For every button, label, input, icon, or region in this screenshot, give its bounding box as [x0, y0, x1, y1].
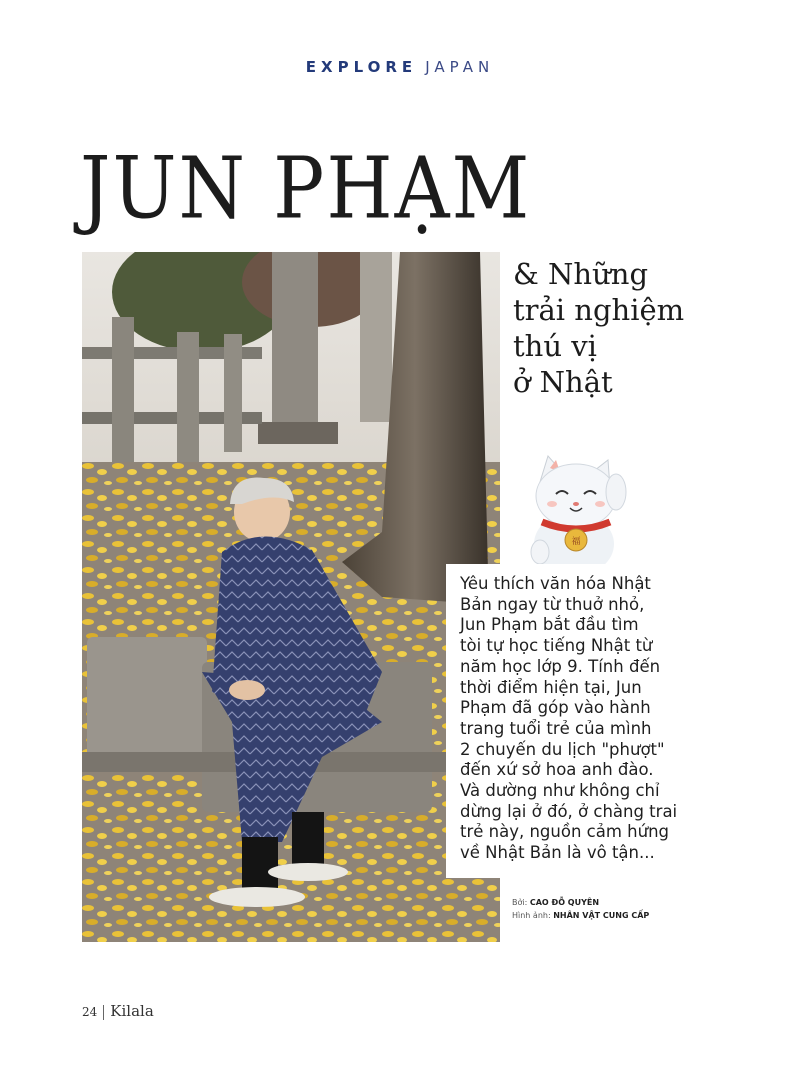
intro-line: về Nhật Bản là vô tận...: [460, 843, 655, 863]
header-word-explore: EXPLORE: [305, 58, 418, 76]
intro-line: Và dường như không chỉ: [460, 781, 660, 801]
intro-line: đến xứ sở hoa anh đào.: [460, 760, 654, 780]
subtitle-line: ở Nhật: [513, 365, 613, 399]
author-label: Bởi:: [512, 898, 528, 907]
photo-label: Hình ảnh:: [512, 911, 551, 920]
intro-line: dừng lại ở đó, ở chàng trai: [460, 801, 678, 821]
intro-line: 2 chuyến du lịch "phượt": [460, 739, 665, 759]
intro-paragraph: [460, 574, 706, 864]
intro-line: Jun Phạm bắt đầu tìm: [460, 615, 639, 635]
intro-line: năm học lớp 9. Tính đến: [460, 656, 661, 676]
svg-text:福: 福: [571, 537, 581, 547]
author-credit: [512, 896, 649, 909]
author-name: CAO ĐỖ QUYÊN: [529, 898, 600, 907]
article-title: JUN PHẠM: [80, 138, 532, 238]
maneki-neko-cat-illustration: [512, 452, 632, 577]
photo-credit: [512, 909, 649, 922]
article-subtitle: [513, 256, 783, 400]
magazine-name: Kilala: [110, 1002, 154, 1020]
intro-line: Yêu thích văn hóa Nhật: [460, 574, 651, 593]
intro-line: trẻ này, nguồn cảm hứng: [460, 822, 670, 842]
intro-line: Bản ngay từ thuở nhỏ,: [460, 594, 645, 614]
subtitle-line: & Những: [513, 257, 649, 291]
page-number: 24: [82, 1005, 98, 1019]
intro-line: tòi tự học tiếng Nhật từ: [460, 636, 653, 656]
page-footer: [82, 1002, 154, 1020]
header-word-japan: JAPAN: [425, 58, 495, 76]
footer-divider: [103, 1005, 104, 1020]
section-header: [0, 58, 800, 76]
photo-source: NHÂN VẬT CUNG CẤP: [553, 911, 650, 920]
intro-text-box: [446, 564, 706, 878]
feature-photo: [82, 252, 500, 942]
intro-line: trang tuổi trẻ của mình: [460, 718, 652, 738]
credits: [512, 896, 649, 922]
intro-line: Phạm đã góp vào hành: [460, 698, 651, 718]
subtitle-line: trải nghiệm: [513, 293, 685, 327]
intro-line: thời điểm hiện tại, Jun: [460, 677, 642, 697]
subtitle-line: thú vị: [513, 329, 597, 363]
